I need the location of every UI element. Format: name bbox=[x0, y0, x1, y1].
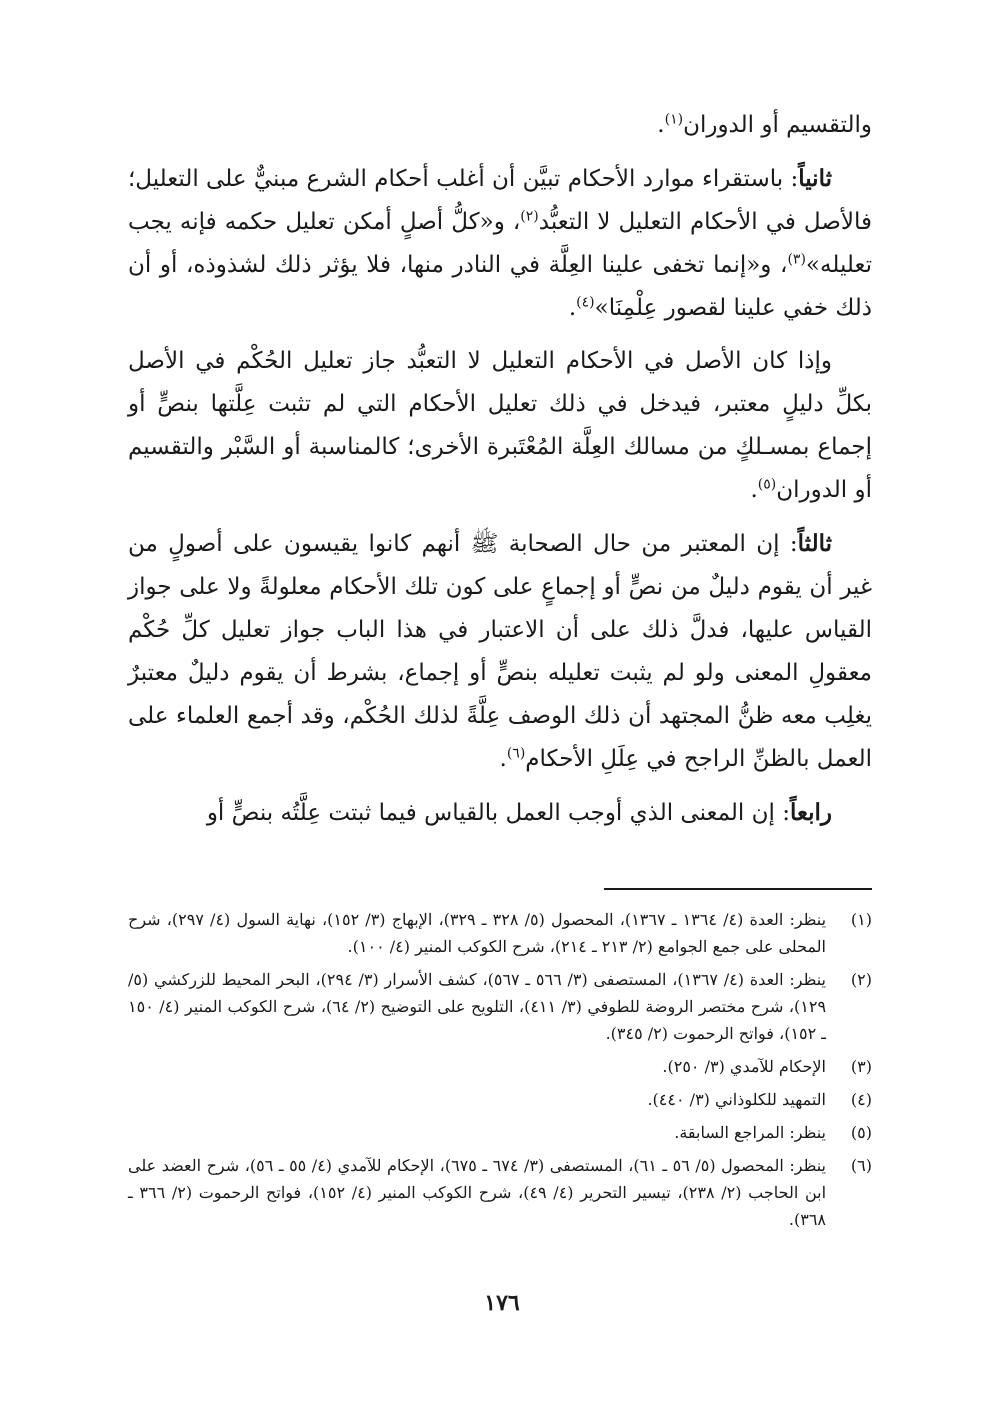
paragraph-text: . bbox=[499, 746, 507, 772]
footnote-ref: (٤) bbox=[576, 294, 595, 311]
footnote-item bbox=[128, 1152, 872, 1233]
footnote-text: ينظر: المحصول (٥/ ٥٦ ـ ٦١)، المستصفى (٣/ ٦٧٤ ـ ٦٧٥)، الإحكام للآمدي (٤/ ٥٥ ـ ٥٦)، شرح العضد على ابن الحاجب (٢/ ٢٣٨)، تيسير التحرير (٤/ ٤٩)، شرح الكوكب المنير (٤/ ١٥٢)، فواتح الرحموت (٢/ ٣٦٦ ـ ٣٦٨). bbox=[128, 1156, 827, 1229]
paragraph-text: ، و«إنما تخفى علينا العِلَّة في النادر منها، فلا يؤثر ذلك لشذوذه، أو أن ذلك خفي علينا لقصور عِلْمِنَا» bbox=[128, 252, 872, 321]
footnote-number: (٣) bbox=[850, 1057, 872, 1076]
paragraph-text: . bbox=[750, 477, 758, 503]
paragraph-heading: رابعاً bbox=[789, 799, 832, 826]
paragraph-ta3lil bbox=[128, 340, 872, 512]
paragraph-text: . bbox=[657, 112, 665, 138]
paragraph-second bbox=[128, 157, 872, 330]
footnote-ref: (٣) bbox=[787, 251, 806, 268]
footnote-ref: (٢) bbox=[520, 208, 539, 225]
paragraph-fourth bbox=[128, 791, 872, 835]
paragraph-text: : إن المعتبر من حال الصحابة ﷺ أنهم كانوا يقيسون على أصولٍ من غير أن يقوم دليلٌ من نصٍّ أو إجماعٍ على كون تلك الأحكام معلولةً ولا على جواز القياس عليها، فدلَّ ذلك على أن الاعتبار في هذا الباب جواز تعليل كلِّ حُكْم معقولِ المعنى ولو لم يثبت تعليله بنصٍّ أو إجماع، بشرط أن يقوم دليلٌ معتبرٌ يغلِب معه ظنُّ المجتهد أن ذلك الوصف عِلَّةً لذلك الحُكْم، وقد أجمع العلماء على العمل بالظنِّ الراجح في عِلَلِ الأحكام bbox=[128, 531, 872, 772]
paragraph-text: وإذا كان الأصل في الأحكام التعليل لا التعبُّد جاز تعليل الحُكْم في الأصل بكلِّ دليلٍ معتبر، فيدخل في ذلك تعليل الأحكام التي لم تثبت عِلَّتها بنصٍّ أو إجماع بمسـلكٍ من مسالك العِلَّة المُعْتَبرة الأخرى؛ كالمناسبة أو السَّبْر والتقسيم أو الدوران bbox=[128, 348, 872, 503]
paragraph-third bbox=[128, 522, 872, 781]
paragraph-heading: ثانياً bbox=[798, 165, 832, 192]
footnote-number: (٥) bbox=[850, 1123, 872, 1142]
footnote-text: التمهيد للكلوذاني (٣/ ٤٤٠). bbox=[647, 1090, 826, 1109]
footnote-text: الإحكام للآمدي (٣/ ٢٥٠). bbox=[662, 1057, 826, 1076]
footnote-item bbox=[128, 1053, 872, 1080]
paragraph-text: : إن المعنى الذي أوجب العمل بالقياس فيما ثبتت عِلَّتُه بنصٍّ أو bbox=[206, 800, 790, 826]
footnote-number: (٦) bbox=[850, 1156, 872, 1175]
paragraph-continuation bbox=[128, 104, 872, 147]
footnote-item bbox=[128, 906, 872, 960]
footnote-item bbox=[128, 1119, 872, 1146]
main-text bbox=[128, 104, 872, 845]
paragraph-heading: ثالثاً bbox=[797, 530, 832, 557]
footnote-number: (١) bbox=[850, 910, 872, 929]
footnote-text: ينظر: العدة (٤/ ١٣٦٧)، المستصفى (٣/ ٥٦٦ ـ ٥٦٧)، كشف الأسرار (٣/ ٢٩٤)، البحر المحيط للزركشي (٥/ ١٢٩)، شرح مختصر الروضة للطوفي (٣/ ٤١١)، التلويح على التوضيح (٢/ ٦٤)، شرح الكوكب المنير (٤/ ١٥٠ ـ ١٥٢)، فواتح الرحموت (٢/ ٣٤٥). bbox=[128, 970, 827, 1043]
footnote-divider bbox=[604, 888, 872, 890]
paragraph-text: والتقسيم أو الدوران bbox=[683, 112, 872, 138]
page-number: ١٧٦ bbox=[484, 1290, 520, 1316]
paragraph-text: . bbox=[568, 295, 577, 321]
footnote-ref: (١) bbox=[664, 111, 684, 128]
footnote-number: (٤) bbox=[850, 1090, 872, 1109]
paragraph-text: : باستقراء موارد الأحكام تبيَّن أن أغلب أحكام الشرع مبنيٌّ على التعليل؛ فالأصل في الأحكام التعليل لا التعبُّد bbox=[128, 166, 872, 235]
footnote-ref: (٥) bbox=[757, 476, 777, 493]
paragraph-text: ، و«كلُّ أصلٍ أمكن تعليل حكمه فإنه يجب تعليله» bbox=[128, 209, 872, 278]
footnote-item bbox=[128, 1086, 872, 1113]
footnote-ref: (٦) bbox=[506, 745, 526, 762]
footnote-text: ينظر: المراجع السابقة. bbox=[674, 1123, 826, 1142]
footnotes bbox=[128, 906, 872, 1239]
footnote-item bbox=[128, 966, 872, 1047]
footnote-text: ينظر: العدة (٤/ ١٣٦٤ ـ ١٣٦٧)، المحصول (٥/ ٣٢٨ ـ ٣٢٩)، الإبهاج (٣/ ١٥٢)، نهاية السول (٤/ ٢٩٧)، شرح المحلى على جمع الجوامع (٢/ ٢١٣ ـ ٢١٤)، شرح الكوكب المنير (٤/ ١٠٠). bbox=[128, 910, 827, 956]
footnote-number: (٢) bbox=[850, 970, 872, 989]
